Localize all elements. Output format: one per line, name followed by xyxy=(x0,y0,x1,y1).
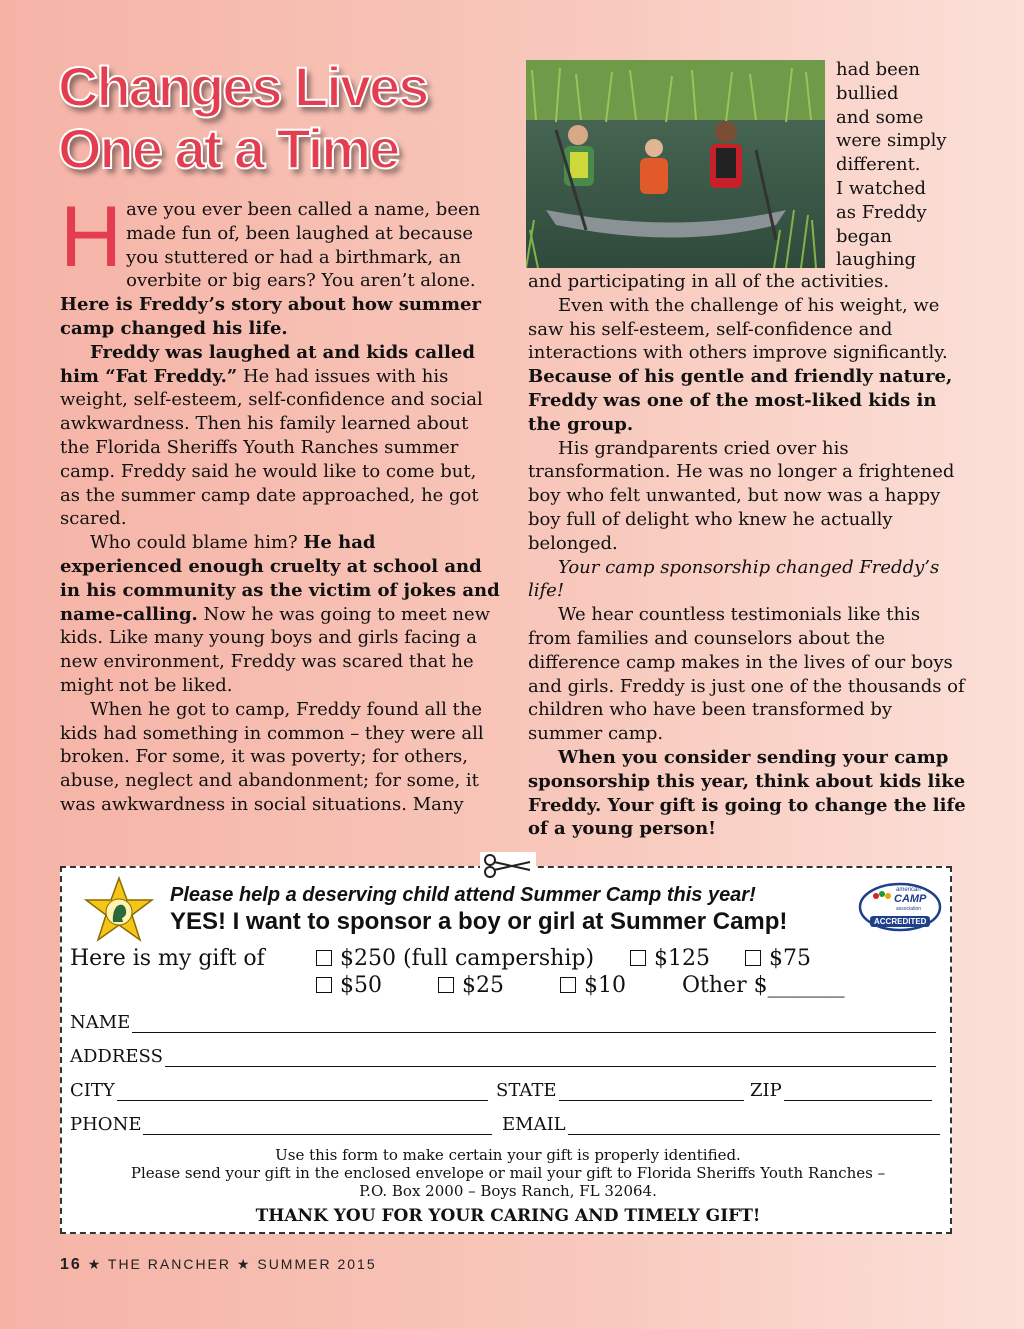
checkbox-10[interactable] xyxy=(560,977,576,993)
paragraph-2 xyxy=(60,341,500,531)
option-125-label: $125 xyxy=(654,946,710,971)
paragraph-3 xyxy=(60,531,500,698)
canoe-photo xyxy=(526,60,825,268)
city-label: CITY xyxy=(70,1080,115,1101)
option-25-label: $25 xyxy=(462,973,504,998)
checkbox-250[interactable] xyxy=(316,950,332,966)
paragraph-4: When he got to camp, Freddy found all the kids had something in common – they were all broken. For some, it was poverty; for others, abuse, neglect and abandonment; for some, it was awkwardness in social situations. Many xyxy=(60,698,484,815)
option-125[interactable] xyxy=(630,946,710,971)
gift-label: Here is my gift of xyxy=(70,946,265,971)
state-field[interactable] xyxy=(496,1080,744,1101)
publication-name: THE RANCHER xyxy=(107,1256,232,1272)
paragraph-10 xyxy=(528,746,968,841)
coupon-note-1: Use this form to make certain your gift is properly identified. xyxy=(275,1146,741,1164)
wrap-line: had been xyxy=(836,59,920,80)
option-75-label: $75 xyxy=(769,946,811,971)
name-field[interactable] xyxy=(70,1012,936,1033)
p10-bold: When you consider sending your camp sponsorship this year, think about kids like Freddy. Your gift is going to change the life of a young person! xyxy=(528,746,966,840)
p2-text: He had issues with his weight, self-esteem, self-confidence and social awkwardness. Then his family learned about the Florida Sheriffs Youth Ranches summer camp. Freddy said he would like to come but, as the summer camp date approached, he got scared. xyxy=(60,365,483,530)
paragraph-8 xyxy=(528,556,968,604)
p1-bold: Here is Freddy’s story about how summer camp changed his life. xyxy=(60,294,481,339)
checkbox-25[interactable] xyxy=(438,977,454,993)
title-line-2: One at a Time xyxy=(58,117,399,180)
canoe-photo-illustration xyxy=(526,60,825,268)
address-line[interactable] xyxy=(165,1048,936,1067)
paragraph-6 xyxy=(528,294,968,437)
option-10-label: $10 xyxy=(584,973,626,998)
issue-date: SUMMER 2015 xyxy=(257,1256,377,1272)
wrap-line: different. xyxy=(836,154,921,176)
coupon-note-2: Please send your gift in the enclosed envelope or mail your gift to Florida Sheriffs Youth Ranches – xyxy=(130,1164,886,1182)
p3-start: Who could blame him? xyxy=(90,532,304,554)
right-column xyxy=(528,270,968,841)
footer-star-icon-2: ★ xyxy=(236,1256,252,1272)
scissors-icon xyxy=(480,852,536,880)
state-line[interactable] xyxy=(559,1082,744,1101)
coupon-note-3: P.O. Box 2000 – Boys Ranch, FL 32064. xyxy=(359,1182,657,1200)
option-other[interactable]: Other $_______ xyxy=(682,973,845,998)
p6-bold: Because of his gentle and friendly nature, Freddy was one of the most-liked kids in the group. xyxy=(528,366,953,435)
wrap-line: I watched xyxy=(836,177,927,199)
phone-label: PHONE xyxy=(70,1114,142,1135)
email-line[interactable] xyxy=(568,1116,940,1135)
option-10[interactable] xyxy=(560,973,626,998)
paragraph-5: and participating in all of the activities. xyxy=(528,271,890,292)
email-field[interactable] xyxy=(502,1114,940,1135)
p1-text: ave you ever been called a name, been made fun of, been laughed at because you stuttered or had a birthmark, an overbite or big ears? You aren’t alone. xyxy=(126,199,481,292)
wrap-line: were simply xyxy=(836,130,947,152)
zip-label: ZIP xyxy=(750,1080,782,1101)
p3-text: Now he was going to meet new kids. Like many young boys and girls facing a new environment, Freddy was scared that he might not be liked. xyxy=(60,603,491,696)
zip-line[interactable] xyxy=(784,1082,932,1101)
paragraph-7: His grandparents cried over his transformation. He was no longer a frightened boy who felt unwanted, but now was a happy boy full of delight who knew he actually belonged. xyxy=(528,437,955,554)
title-line-1: Changes Lives xyxy=(58,55,428,118)
p3-bold: He had experienced enough cruelty at school and in his community as the victim of jokes and name-calling. xyxy=(60,532,500,625)
p6-text: Even with the challenge of his weight, we saw his self-esteem, self-confidence and interactions with others improve significantly. xyxy=(528,294,948,364)
wrap-line: bullied xyxy=(836,82,899,104)
wrap-line: as Freddy xyxy=(836,201,927,223)
state-label: STATE xyxy=(496,1080,557,1101)
drop-cap: H xyxy=(60,189,123,285)
email-label: EMAIL xyxy=(502,1114,566,1135)
option-75[interactable] xyxy=(745,946,811,971)
sheriff-star-icon xyxy=(82,876,156,946)
option-25[interactable] xyxy=(438,973,504,998)
p2-bold: Freddy was laughed at and kids called him “Fat Freddy.” xyxy=(60,341,475,387)
wrap-text-beside-photo xyxy=(836,58,976,272)
p8-italic: Your camp sponsorship changed Freddy’s life! xyxy=(528,556,940,602)
address-label: ADDRESS xyxy=(70,1046,163,1067)
checkbox-75[interactable] xyxy=(745,950,761,966)
city-field[interactable] xyxy=(70,1080,488,1101)
city-line[interactable] xyxy=(117,1082,488,1101)
page-footer xyxy=(60,1256,377,1274)
zip-field[interactable] xyxy=(750,1080,932,1101)
option-250-label: $250 (full campership) xyxy=(340,946,595,971)
coupon-heading-2: YES! I want to sponsor a boy or girl at Summer Camp! xyxy=(170,908,788,935)
option-50[interactable] xyxy=(316,973,382,998)
address-field[interactable] xyxy=(70,1046,936,1067)
aca-top: american xyxy=(896,887,921,893)
wrap-line: laughing xyxy=(836,249,917,271)
coupon-heading-1: Please help a deserving child attend Summer Camp this year! xyxy=(170,884,756,906)
phone-field[interactable] xyxy=(70,1114,492,1135)
option-250[interactable] xyxy=(316,946,594,971)
name-line[interactable] xyxy=(132,1014,936,1033)
coupon-thanks: THANK YOU FOR YOUR CARING AND TIMELY GIFT! xyxy=(255,1206,761,1226)
aca-accredited-badge xyxy=(858,882,942,932)
aca-middle: CAMP xyxy=(894,893,927,905)
aca-bottom: ACCREDITED xyxy=(874,917,927,926)
left-column xyxy=(60,189,500,817)
wrap-line: began xyxy=(836,225,893,247)
page-number: 16 xyxy=(60,1256,82,1273)
paragraph-9: We hear countless testimonials like this from families and counselors about the difference camp makes in the lives of our boys and girls. Freddy is just one of the thousands of children who have been transformed by summer camp. xyxy=(528,604,965,745)
article-title xyxy=(58,56,427,180)
phone-line[interactable] xyxy=(143,1116,492,1135)
paragraph-1 xyxy=(60,189,500,341)
checkbox-50[interactable] xyxy=(316,977,332,993)
option-50-label: $50 xyxy=(340,973,382,998)
name-label: NAME xyxy=(70,1012,131,1033)
aca-sub: association xyxy=(896,906,922,912)
wrap-line: and some xyxy=(836,106,924,128)
checkbox-125[interactable] xyxy=(630,950,646,966)
footer-star-icon: ★ xyxy=(87,1256,103,1272)
